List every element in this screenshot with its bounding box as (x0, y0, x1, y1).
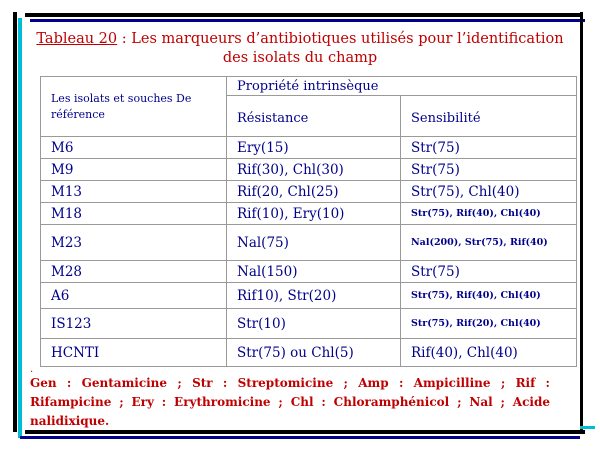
cell-resistance: Ery(15) (227, 137, 401, 159)
cell-resistance: Str(75) ou Chl(5) (227, 339, 401, 367)
cell-sensibilite: Rif(40), Chl(40) (401, 339, 577, 367)
cell-sensibilite: Nal(200), Str(75), Rif(40) (401, 225, 577, 261)
header-sensibilite: Sensibilité (401, 96, 577, 137)
antibiotic-markers-table (40, 76, 577, 367)
frame-top-blue-line (30, 19, 585, 22)
table-row (41, 339, 577, 367)
table-row (41, 159, 577, 181)
cell-isolat: M28 (41, 261, 227, 283)
frame-bottom-blue-line (20, 436, 580, 439)
cell-isolat: M9 (41, 159, 227, 181)
table-row (41, 309, 577, 339)
cell-sensibilite: Str(75), Rif(40), Chl(40) (401, 283, 577, 309)
cell-isolat: M23 (41, 225, 227, 261)
cell-resistance: Nal(75) (227, 225, 401, 261)
table-row (41, 225, 577, 261)
cell-isolat: A6 (41, 283, 227, 309)
cell-resistance: Rif(20, Chl(25) (227, 181, 401, 203)
table-caption (30, 30, 570, 68)
cell-isolat: HCNTI (41, 339, 227, 367)
header-propriete: Propriété intrinsèque (227, 77, 577, 96)
cell-resistance: Rif10), Str(20) (227, 283, 401, 309)
cell-sensibilite: Str(75) (401, 159, 577, 181)
frame-left-black-line (13, 12, 17, 432)
frame-top-black-line (25, 13, 580, 17)
frame-bottom-cyan-line (580, 426, 595, 429)
table-row (41, 283, 577, 309)
header-resistance: Résistance (227, 96, 401, 137)
cell-sensibilite: Str(75) (401, 137, 577, 159)
cell-sensibilite: Str(75), Rif(20), Chl(40) (401, 309, 577, 339)
caption-text: : Les marqueurs d’antibiotiques utilisés pour l’identification des isolats du champ (117, 31, 564, 66)
header-isolats: Les isolats et souches De référence (41, 77, 227, 137)
table-row (41, 203, 577, 225)
cell-isolat: M6 (41, 137, 227, 159)
cell-resistance: Rif(10), Ery(10) (227, 203, 401, 225)
abbreviation-legend: Gen : Gentamicine ; Str : Streptomicine ; Amp : Ampicilline ; Rif : Rifampicine ; Ery : Erythromicine ; Chl : Chloramphénicol ; Nal ; Acide nalidixique. (30, 376, 550, 428)
cell-isolat: M18 (41, 203, 227, 225)
frame-right-black-line (580, 12, 583, 432)
cell-sensibilite: Str(75), Rif(40), Chl(40) (401, 203, 577, 225)
cell-sensibilite: Str(75) (401, 261, 577, 283)
cell-resistance: Str(10) (227, 309, 401, 339)
table-row (41, 261, 577, 283)
bullet-dot: . (30, 364, 34, 375)
cell-resistance: Nal(150) (227, 261, 401, 283)
cell-sensibilite: Str(75), Chl(40) (401, 181, 577, 203)
cell-isolat: IS123 (41, 309, 227, 339)
caption-label: Tableau 20 (36, 31, 118, 47)
cell-isolat: M13 (41, 181, 227, 203)
table-row (41, 137, 577, 159)
table-row (41, 181, 577, 203)
cell-resistance: Rif(30), Chl(30) (227, 159, 401, 181)
frame-left-cyan-line (18, 18, 22, 438)
